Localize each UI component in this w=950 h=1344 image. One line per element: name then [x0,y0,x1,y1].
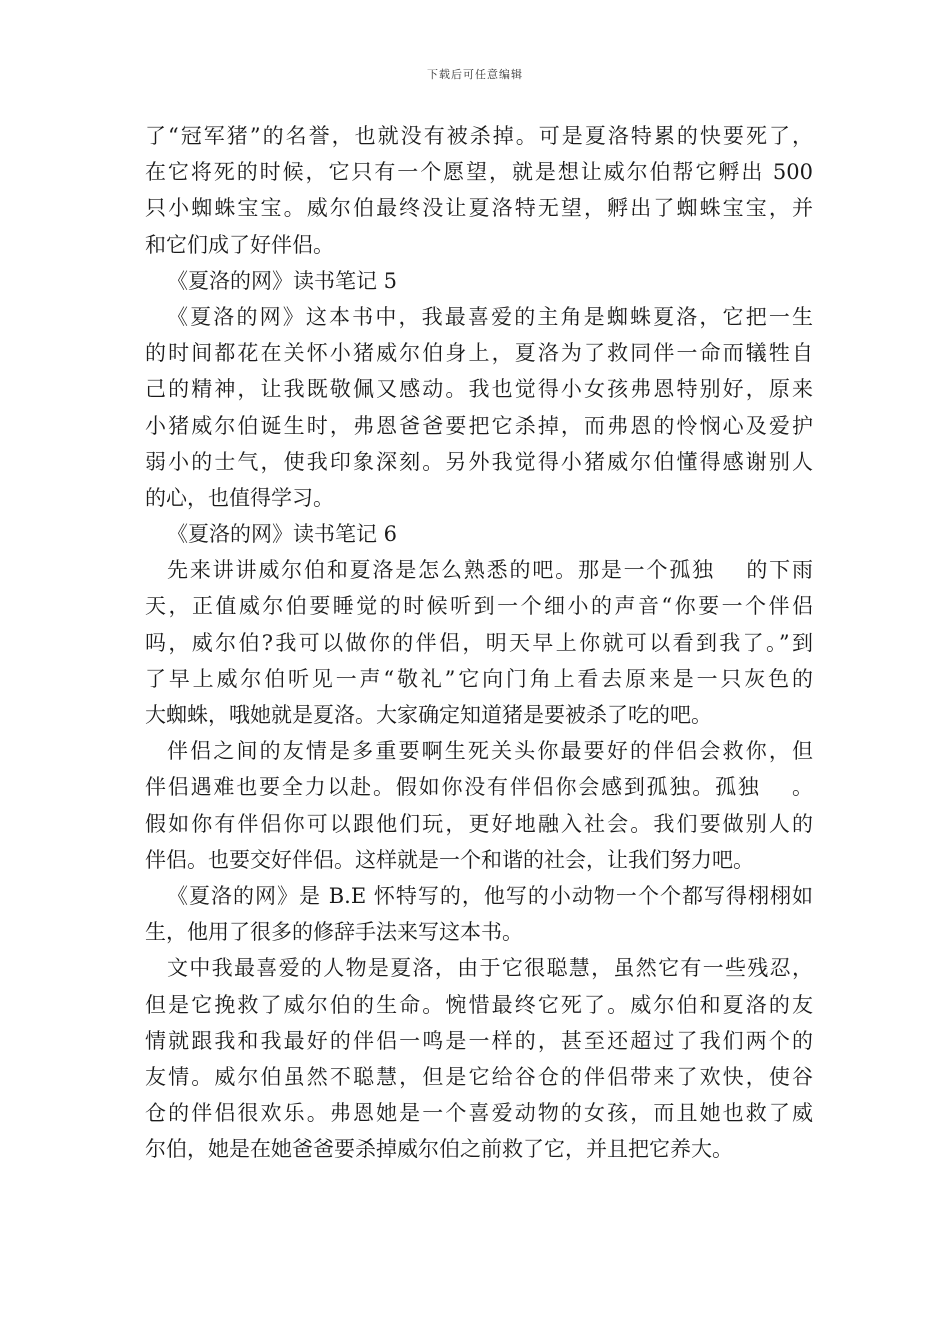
text-line: 先来讲讲威尔伯和夏洛是怎么熟悉的吧。那是一个孤独 的下雨 [167,558,813,583]
text-line: 尔伯，她是在她爸爸要杀掉威尔伯之前救了它，并且把它养大。 [145,1137,733,1162]
text-line: 文中我最喜爱的人物是夏洛，由于它很聪慧，虽然它有一些残忍， [167,956,813,981]
text-line: 生，他用了很多的修辞手法来写这本书。 [145,920,523,945]
text-line: 了早上威尔伯听见一声“敬礼”它向门角上看去原来是一只灰色的 [145,666,813,691]
text-line: 吗，威尔伯?我可以做你的伴侣，明天早上你就可以看到我了。”到 [145,630,813,655]
text-line: 了“冠军猪”的名誉，也就没有被杀掉。可是夏洛特累的快要死了， [145,124,813,148]
text-line: 小猪威尔伯诞生时，弗恩爸爸要把它杀掉，而弗恩的怜悯心及爱护 [145,413,813,438]
text-line: 和它们成了好伴侣。 [145,232,334,257]
text-line: 仓的伴侣很欢乐。弗恩她是一个喜爱动物的女孩，而且她也救了威 [145,1101,813,1126]
text-line: 弱小的士气，使我印象深刻。另外我觉得小猪威尔伯懂得感谢别人 [145,449,813,474]
text-line: 《夏洛的网》是 B.E 怀特写的，他写的小动物一个个都写得栩栩如 [167,883,813,908]
text-line: 《夏洛的网》读书笔记 5 [167,268,398,293]
page-header: 下载后可任意编辑 [427,68,523,81]
text-line: 伴侣遇难也要全力以赴。假如你没有伴侣你会感到孤独。孤独 。 [145,775,813,800]
text-line: 情就跟我和我最好的伴侣一鸣是一样的，甚至还超过了我们两个的 [145,1028,813,1053]
text-line: 的时间都花在关怀小猪威尔伯身上，夏洛为了救同伴一命而犠牲自 [145,341,813,366]
text-line: 己的精神，让我既敬佩又感动。我也觉得小女孩弗恩特别好，原来 [145,377,813,402]
text-line: 伴侣。也要交好伴侣。这样就是一个和谐的社会，让我们努力吧。 [145,847,754,872]
text-line: 在它将死的时候，它只有一个愿望，就是想让威尔伯帮它孵出 500 [145,160,813,185]
text-line: 的心，也值得学习。 [145,485,334,510]
text-line: 大蜘蛛，哦她就是夏洛。大家确定知道猪是要被杀了吃的吧。 [145,703,712,727]
text-line: 伴侣之间的友情是多重要啊生死关头你最要好的伴侣会救你，但 [167,739,813,764]
document-body [145,118,813,1167]
text-line: 友情。威尔伯虽然不聪慧，但是它给谷仓的伴侣带来了欢快，使谷 [145,1064,813,1089]
text-line: 天，正值威尔伯要睡觉的时候听到一个细小的声音“你要一个伴侣 [145,594,813,619]
text-line: 假如你有伴侣你可以跟他们玩，更好地融入社会。我们要做别人的 [145,811,813,836]
text-line: 《夏洛的网》读书笔记 6 [167,522,398,547]
text-line: 《夏洛的网》这本书中，我最喜爱的主角是蜘蛛夏洛，它把一生 [167,304,813,329]
text-line: 但是它挽救了威尔伯的生命。惋惜最终它死了。威尔伯和夏洛的友 [145,992,813,1017]
text-line: 只小蜘蛛宝宝。威尔伯最终没让夏洛特无望，孵出了蜘蛛宝宝，并 [145,196,813,221]
